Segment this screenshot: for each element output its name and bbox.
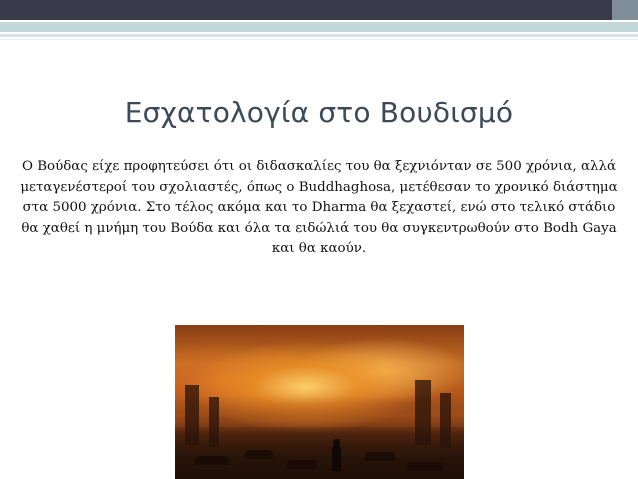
wrecked-car — [365, 452, 395, 461]
wrecked-car — [195, 456, 229, 465]
person-silhouette — [332, 445, 341, 471]
slide-title: Εσχατολογία στο Βουδισμό — [124, 96, 514, 129]
wrecked-car — [287, 460, 317, 469]
header-bar — [0, 0, 638, 20]
slide-body-text: Ο Βούδας είχε προφητεύσει ότι οι διδασκαλίες του θα ξεχνιόνταν σε 500 χρόνια, αλλά μεταγενέστεροί του σχολιαστές, όπως ο Buddhaghosa, μετέθεσαν το χρονικό διάστημα στα 5000 χρόνια. Στο τέλος ακόμα και το Dharma θα ξεχαστεί, ενώ στο τελικό στάδιο θα χαθεί η μνήμη του Βούδα και όλα τα ειδώλιά του θα συγκεντρωθούν στο Bodh Gaya και θα καούν. — [20, 159, 618, 257]
apocalypse-city-image — [175, 325, 464, 479]
header-accent — [612, 0, 638, 20]
street-ground — [175, 427, 464, 479]
wrecked-car — [407, 462, 443, 471]
decorative-stripe — [0, 22, 638, 32]
wrecked-car — [245, 450, 273, 459]
decorative-stripe-faint — [0, 39, 638, 40]
decorative-stripe-thin — [0, 34, 638, 37]
